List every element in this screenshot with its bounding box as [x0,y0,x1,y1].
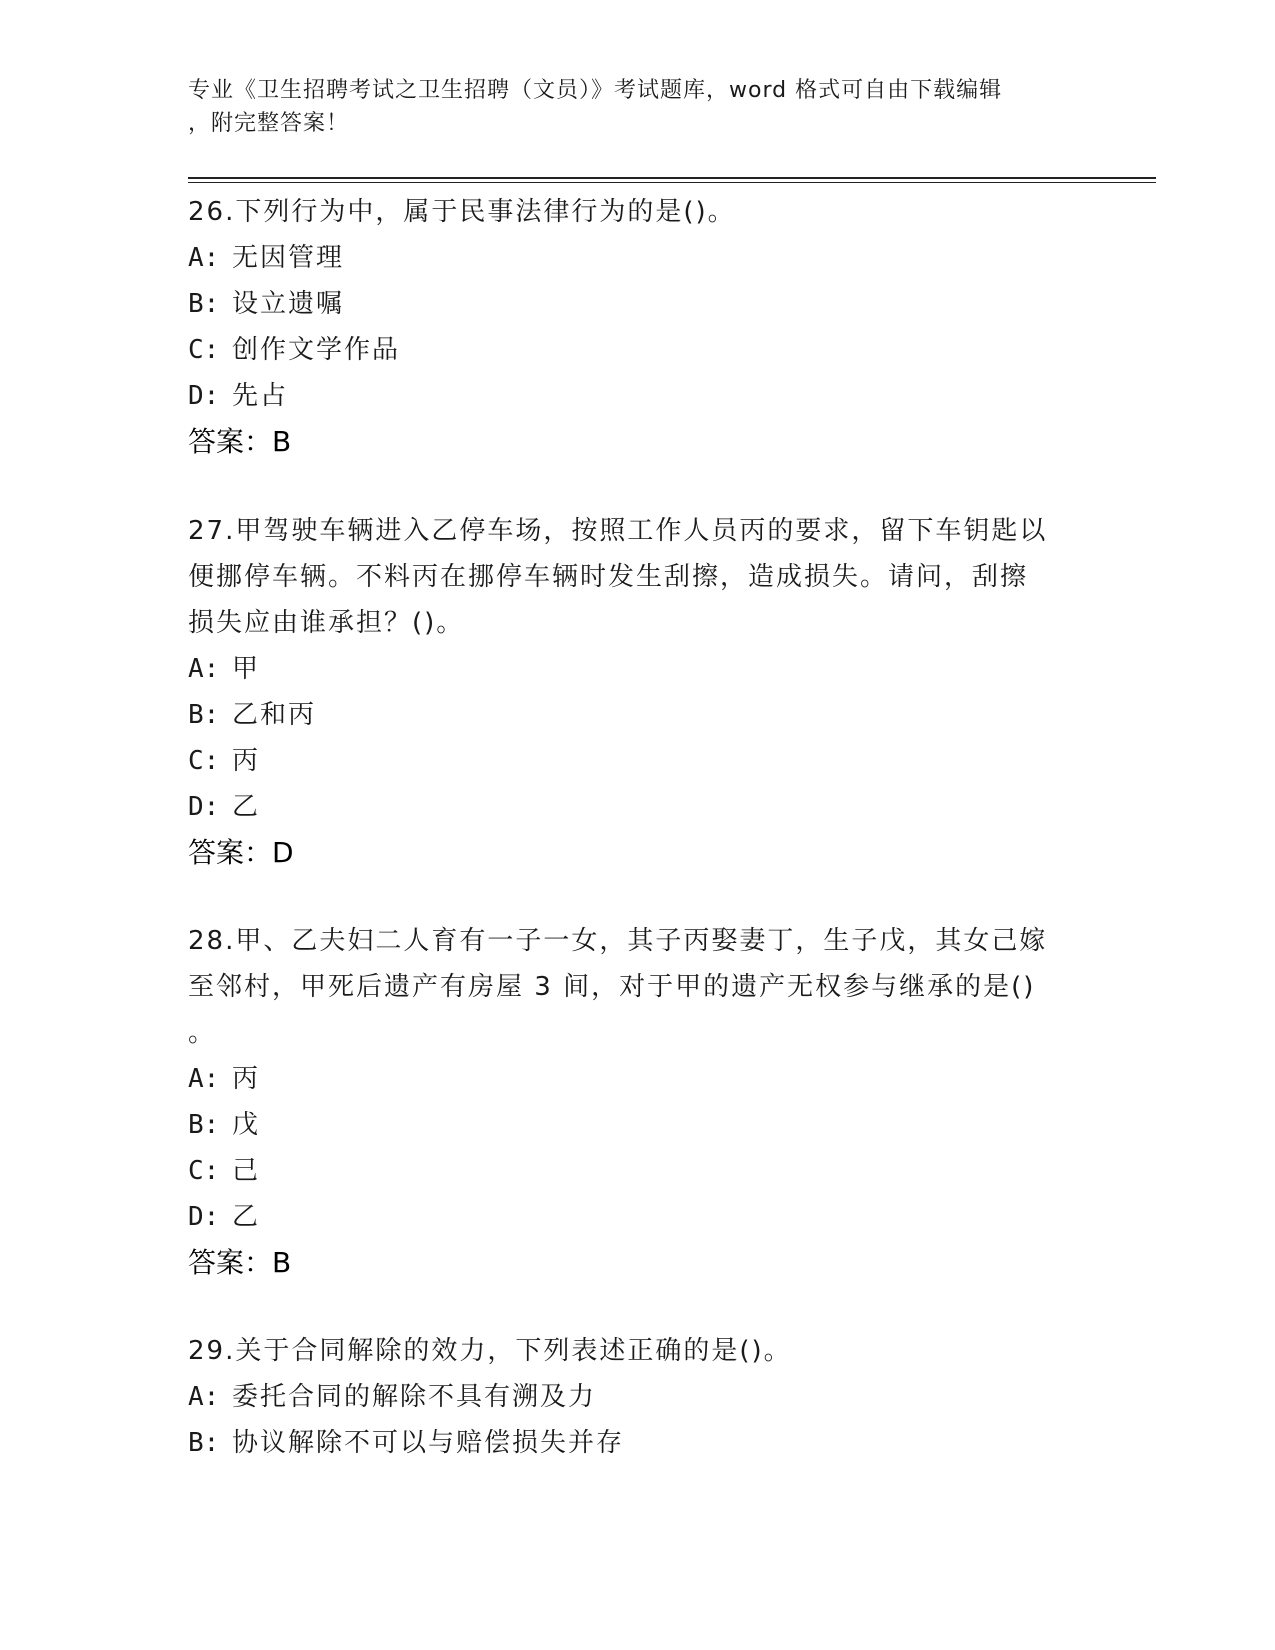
question-stem [188,918,1088,1056]
option-c [188,327,1088,373]
question-stem-line: 至邻村，甲死后遗产有房屋 3 间，对于甲的遗产无权参与继承的是() [188,972,1036,1002]
option-text: 乙和丙 [232,700,317,730]
answer-line: 答案：B [188,425,292,458]
option-key: D: [188,381,220,411]
option-a [188,646,1088,692]
option-key: A: [188,243,220,273]
option-text: 丙 [232,1064,261,1094]
option-d [188,784,1088,830]
option-b [188,281,1088,327]
option-key: C: [188,746,220,776]
option-key: D: [188,792,220,822]
option-text: 委托合同的解除不具有溯及力 [232,1382,597,1412]
option-c [188,738,1088,784]
question-27 [188,508,1088,876]
question-stem-line: 28.甲、乙夫妇二人育有一子一女，其子丙娶妻丁，生子戊，其女己嫁 [188,926,1048,956]
option-text: 甲 [232,654,261,684]
header-divider [188,177,1156,179]
question-stem-line: 26.下列行为中，属于民事法律行为的是()。 [188,197,736,227]
option-text: 设立遗嘱 [232,289,345,319]
question-stem-line: 损失应由谁承担？()。 [188,608,465,638]
header-divider-thin [188,182,1156,183]
option-text: 戊 [232,1110,261,1140]
option-key: C: [188,1156,220,1186]
answer-line: 答案：D [188,836,294,869]
option-d [188,373,1088,419]
document-header [188,74,1068,140]
question-stem-line: 29.关于合同解除的效力，下列表述正确的是()。 [188,1336,792,1366]
option-key: B: [188,1110,220,1140]
option-text: 乙 [232,792,261,822]
question-stem [188,1328,1088,1374]
option-b [188,1102,1088,1148]
option-c [188,1148,1088,1194]
option-key: D: [188,1202,220,1232]
question-stem-line: 便挪停车辆。不料丙在挪停车辆时发生刮擦，造成损失。请问，刮擦 [188,562,1029,592]
option-d [188,1194,1088,1240]
option-a [188,1056,1088,1102]
option-text: 己 [232,1156,261,1186]
option-a [188,1374,1088,1420]
option-text: 创作文学作品 [232,335,401,365]
question-stem [188,508,1088,646]
question-28 [188,918,1088,1286]
question-stem [188,189,1088,235]
header-line-1: 专业《卫生招聘考试之卫生招聘（文员）》考试题库，word 格式可自由下载编辑 [188,78,1003,103]
option-key: A: [188,1382,220,1412]
option-b [188,692,1088,738]
option-key: A: [188,1064,220,1094]
option-b [188,1420,1088,1466]
option-text: 无因管理 [232,243,345,273]
option-text: 协议解除不可以与赔偿损失并存 [232,1428,625,1458]
option-key: B: [188,700,220,730]
question-stem-line: 27.甲驾驶车辆进入乙停车场，按照工作人员丙的要求，留下车钥匙以 [188,516,1048,546]
question-stem-line: 。 [188,1018,217,1048]
option-text: 丙 [232,746,261,776]
option-key: B: [188,1428,220,1458]
option-text: 先占 [232,381,289,411]
option-key: A: [188,654,220,684]
option-text: 乙 [232,1202,261,1232]
option-key: C: [188,335,220,365]
header-line-2: ，附完整答案！ [188,111,350,136]
option-key: B: [188,289,220,319]
question-29 [188,1328,1088,1466]
question-26 [188,189,1088,465]
option-a [188,235,1088,281]
answer-line: 答案：B [188,1246,292,1279]
